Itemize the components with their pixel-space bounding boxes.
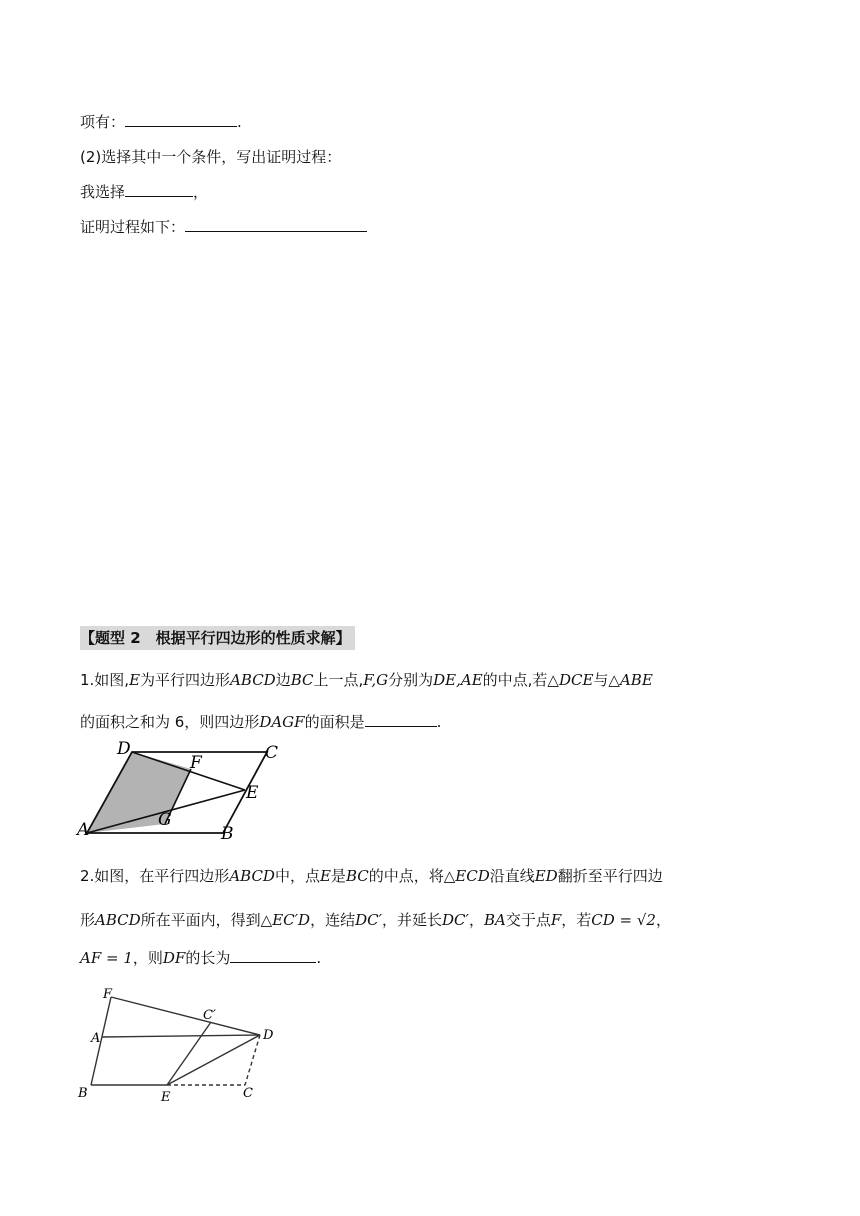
label-f: F: [190, 753, 202, 773]
q1-line-2: 的面积之和为 6，则四边形DAGF的面积是 .: [80, 713, 442, 731]
choice-line: 我选择 ，: [80, 183, 209, 201]
q1-answer-blank[interactable]: [365, 712, 437, 727]
segment-fd: [111, 997, 260, 1035]
label-c: C: [243, 1086, 253, 1101]
question-part-2: (2)选择其中一个条件，写出证明过程：: [80, 148, 342, 166]
q2-line-2: 形ABCD所在平面内，得到△EC′D，连结DC′，并延长DC′，BA交于点F，若CD = √2，: [80, 911, 671, 929]
segment-ad: [102, 1035, 260, 1037]
label-a: A: [77, 820, 90, 840]
answer-blank[interactable]: [125, 112, 237, 127]
segment-ed: [167, 1035, 260, 1085]
section-heading: 【题型 2 根据平行四边形的性质求解】: [80, 626, 355, 650]
label-a: A: [91, 1031, 101, 1046]
label-g: G: [158, 810, 172, 830]
answer-line-1: 项有： .: [80, 113, 242, 131]
q1-line-1: 1.如图,E为平行四边形ABCD边BC上一点,F,G分别为DE,AE的中点,若△DCE与△ABE: [80, 671, 653, 689]
choice-blank[interactable]: [125, 182, 193, 197]
shaded-region-dagf: [87, 752, 191, 833]
label-d: D: [263, 1028, 274, 1043]
q1-figure: [75, 738, 295, 844]
label-c-prime: C′: [203, 1008, 216, 1023]
segment-ec-prime: [167, 1022, 211, 1085]
label-e: E: [246, 783, 259, 803]
label-d: D: [117, 739, 131, 759]
label-c: C: [265, 743, 279, 763]
proof-line: 证明过程如下：: [80, 216, 367, 238]
label-f: F: [103, 987, 113, 1002]
proof-blank[interactable]: [185, 217, 367, 232]
q2-line-1: 2.如图，在平行四边形ABCD中，点E是BC的中点，将△ECD沿直线ED翻折至平行四边: [80, 867, 663, 885]
q2-line-3: AF = 1，则DF的长为 .: [80, 949, 322, 967]
label-b: B: [78, 1086, 88, 1101]
q2-figure: [75, 985, 295, 1105]
label-b: B: [221, 824, 234, 844]
q2-answer-blank[interactable]: [230, 948, 316, 963]
label-e: E: [161, 1090, 171, 1105]
